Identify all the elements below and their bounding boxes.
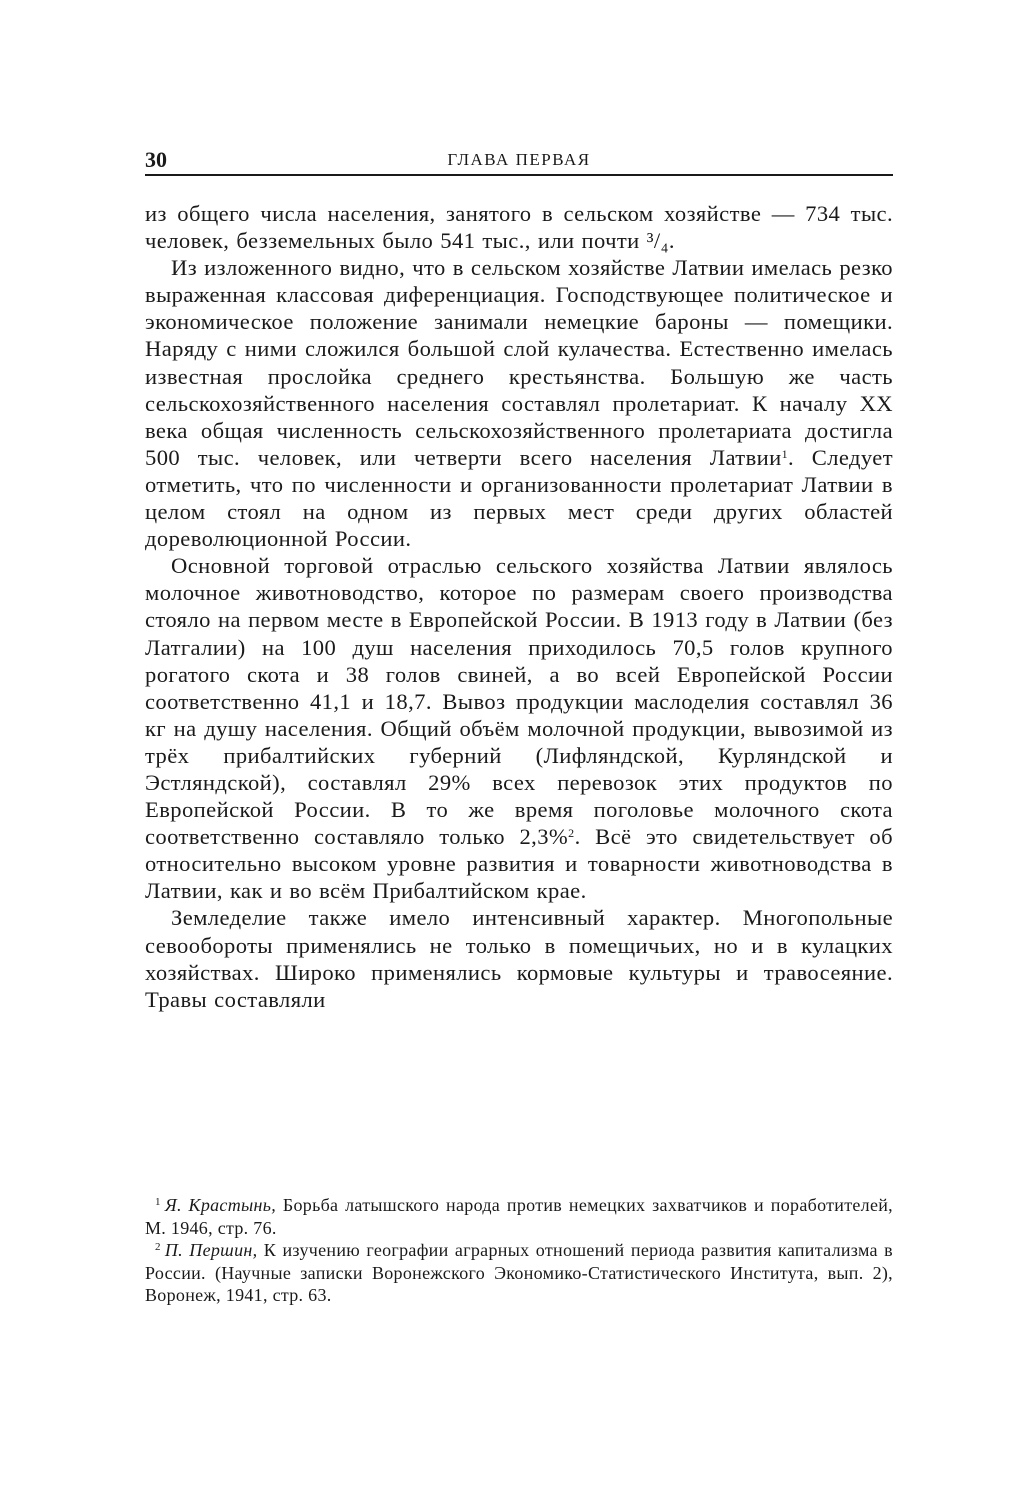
paragraph-1: из общего числа населения, занятого в сельском хозяйстве — 734 тыс. человек, безземельных было 541 тыс., или почти ³/₄. (145, 201, 893, 254)
footnote-2-text: К изучению географии аграрных отношений периода развития капитализма в России. (Научные записки Воронежского Экономико-Статистического Института, вып. 2), Воронеж, 1941, стр. 63. (145, 1240, 893, 1305)
footnote-2-mark: 2 (155, 1241, 161, 1253)
paragraph-3-part-b: . Всё это свидетельствует об относительно высоком уровне развития и товарности животноводства в Латвии, как и во всём Прибалтийском крае. (145, 824, 893, 904)
paragraph-3 (145, 552, 893, 904)
footnote-ref-2: 2 (568, 826, 575, 841)
footnote-1-author: Я. Крастынь, (164, 1195, 277, 1215)
footnote-2-author: П. Першин, (164, 1240, 258, 1260)
footnote-1 (145, 1194, 893, 1239)
footnotes (145, 1194, 893, 1307)
paragraph-2-part-b: . Следует отметить, что по численности и организованности пролетариат Латвии в целом стоял на одном из первых мест среди других областей дореволюционной России. (145, 444, 893, 552)
paragraph-4: Земледелие также имело интенсивный характер. Многопольные севообороты применялись не только в помещичьих, но и в кулацких хозяйствах. Широко применялись кормовые культуры и травосеяние. Травы составляли (145, 905, 893, 1012)
paragraph-2-part-a: Из изложенного видно, что в сельском хозяйстве Латвии имелась резко выраженная классовая диференциация. Господствующее политическое и экономическое положение занимали немецкие бароны — помещики. Наряду с ними сложился большой слой кулачества. Естественно имелась известная прослойка среднего крестьянства. Большую же часть сельскохозяйственного населения составлял пролетариат. К началу XX века общая численность сельскохозяйственного пролетариата достигла 500 тыс. человек, или четверти всего населения Латвии (145, 255, 893, 470)
page-number: 30 (145, 147, 167, 172)
running-title: ГЛАВА ПЕРВАЯ (447, 150, 591, 169)
footnote-2 (145, 1239, 893, 1307)
paragraph-2 (145, 254, 893, 552)
footnote-ref-1: 1 (781, 446, 789, 461)
book-page (145, 140, 893, 1305)
paragraph-3-part-a: Основной торговой отраслью сельского хозяйства Латвии являлось молочное животноводство, которое по размерам своего производства стояло на первом месте в Европейской России. В 1913 году в Латвии (без Латгалии) на 100 душ населения приходилось 70,5 голов крупного рогатого скота и 38 голов свиней, а во всей Европейской России соответственно 41,1 и 18,7. Вывоз продукции маслоделия составлял 36 кг на душу населения. Общий объём молочной продукции, вывозимой из трёх прибалтийских губерний (Лифляндской, Курляндской и Эстляндской), составлял 29% всех перевозок этих продуктов по Европейской России. В то же время поголовье молочного скота соответственно составляло только 2,3% (145, 553, 893, 850)
footnote-1-text: Борьба латышского народа против немецких захватчиков и поработителей, М. 1946, стр. 76. (145, 1195, 893, 1238)
body-text (145, 200, 893, 1013)
footnote-1-mark: 1 (155, 1196, 161, 1208)
page-header (145, 140, 893, 176)
